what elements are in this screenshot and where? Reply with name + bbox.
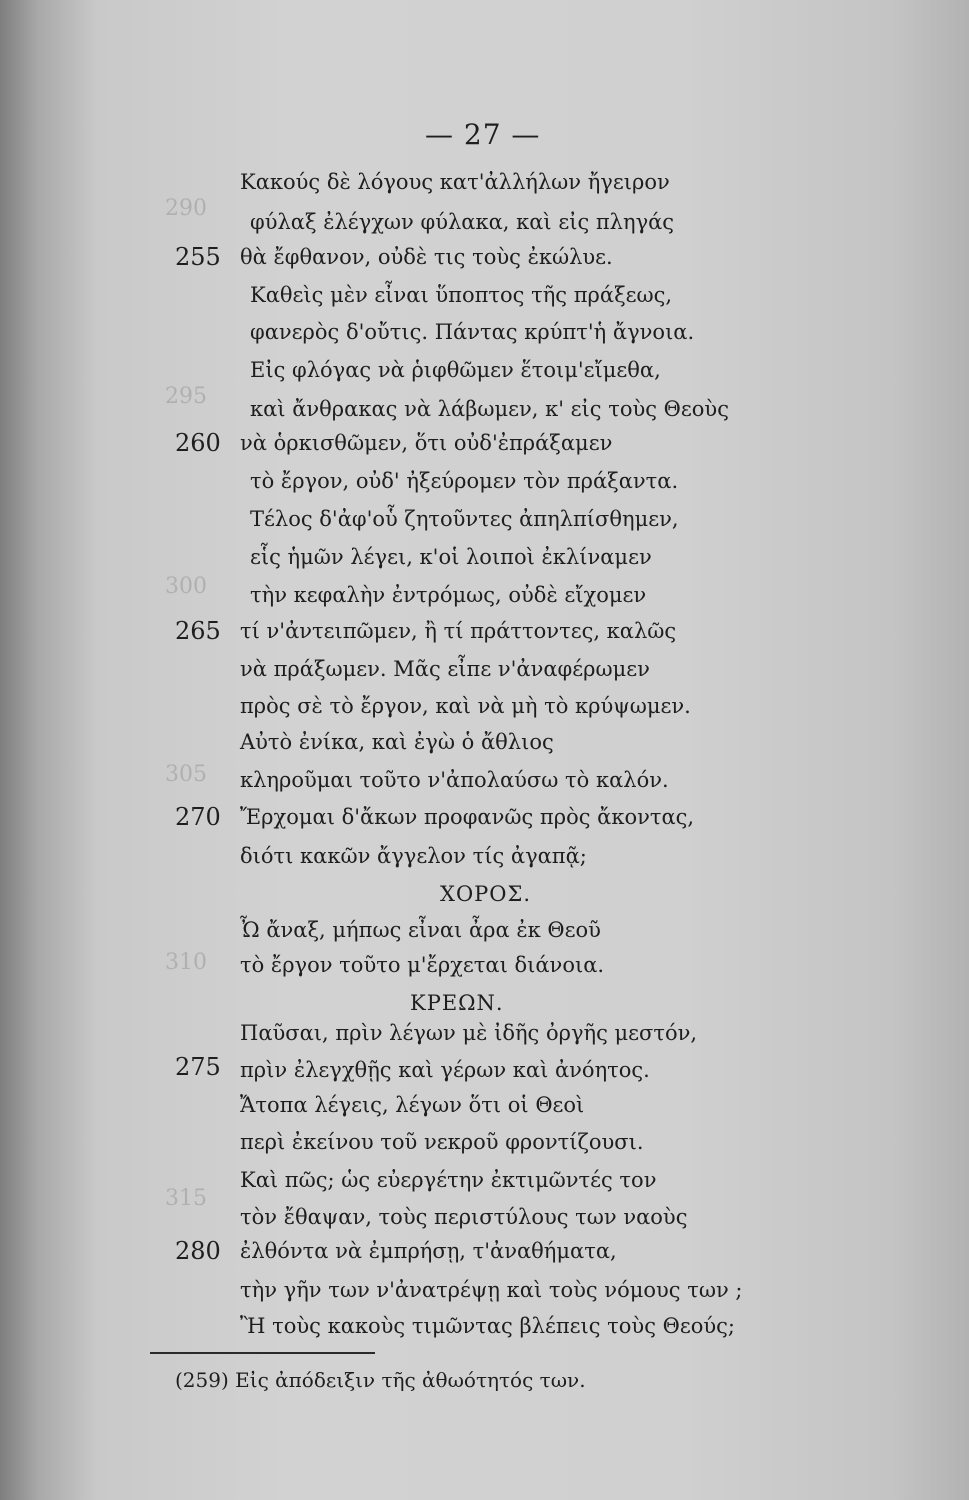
verse-line: Κακούς δὲ λόγους κατ'ἀλλήλων ἤγειρον [240, 170, 670, 194]
verse-line: νὰ πράξωμεν. Μᾶς εἶπε ν'ἀναφέρωμεν [240, 657, 650, 681]
verse-line: ἐλθόντα νὰ ἐμπρήσῃ, τ'ἀναθήματα, [240, 1239, 617, 1263]
line-number: 270 [175, 803, 221, 831]
verse-line: περὶ ἐκείνου τοῦ νεκροῦ φροντίζουσι. [240, 1130, 644, 1154]
line-number: 265 [175, 617, 221, 645]
verse-line: Καὶ πῶς; ὡς εὐεργέτην ἐκτιμῶντές τον [240, 1168, 657, 1192]
verse-line: τὴν κεφαλὴν ἐντρόμως, οὐδὲ εἴχομεν [250, 583, 647, 607]
verse-line: καὶ ἄνθρακας νὰ λάβωμεν, κ' εἰς τοὺς Θεοὺς [250, 397, 729, 421]
verse-line: Εἰς φλόγας νὰ ῥιφθῶμεν ἕτοιμ'εἴμεθα, [250, 358, 661, 382]
line-number: 275 [175, 1053, 221, 1081]
verse-line: Αὐτὸ ἐνίκα, καὶ ἐγὼ ὁ ἄθλιος [240, 730, 554, 754]
bleed-number: 295 [165, 384, 207, 409]
verse-line: Ὦ ἄναξ, μήπως εἶναι ἆρα ἐκ Θεοῦ [240, 918, 601, 942]
bleed-number: 305 [165, 762, 207, 787]
bleed-number: 300 [165, 574, 207, 599]
verse-line: Ἢ τοὺς κακοὺς τιμῶντας βλέπεις τοὺς Θεούς; [240, 1314, 735, 1338]
speaker-chorus: ΧΟΡΟΣ. [440, 882, 532, 906]
footnote-rule [150, 1352, 375, 1354]
verse-line: Παῦσαι, πρὶν λέγων μὲ ἰδῆς ὀργῆς μεστόν, [240, 1021, 698, 1045]
verse-line: τὸ ἔργον, οὐδ' ἠξεύρομεν τὸν πράξαντα. [250, 469, 679, 493]
verse-line: Τέλος δ'ἀφ'οὗ ζητοῦντες ἀπηλπίσθημεν, [250, 507, 679, 531]
verse-line: τὸ ἔργον τοῦτο μ'ἔρχεται διάνοια. [240, 953, 605, 977]
verse-line: τὸν ἔθαψαν, τοὺς περιστύλους των ναοὺς [240, 1205, 688, 1229]
verse-line: εἷς ἡμῶν λέγει, κ'οἱ λοιποὶ ἐκλίναμεν [250, 545, 652, 569]
line-number: 255 [175, 243, 221, 271]
bleed-number: 290 [165, 196, 207, 221]
line-number: 260 [175, 429, 221, 457]
verse-line: πρὶν ἐλεγχθῇς καὶ γέρων καὶ ἀνόητος. [240, 1058, 650, 1082]
verse-line: πρὸς σὲ τὸ ἔργον, καὶ νὰ μὴ τὸ κρύψωμεν. [240, 694, 691, 718]
verse-line: φανερὸς δ'οὔτις. Πάντας κρύπτ'ἡ ἄγνοια. [250, 320, 695, 344]
verse-line: διότι κακῶν ἄγγελον τίς ἀγαπᾷ; [240, 844, 587, 868]
verse-line: θὰ ἔφθανον, οὐδὲ τις τοὺς ἐκώλυε. [240, 245, 613, 269]
verse-line: νὰ ὁρκισθῶμεν, ὅτι οὐδ'ἐπράξαμεν [240, 431, 613, 455]
verse-line: τί ν'ἀντειπῶμεν, ἢ τί πράττοντες, καλῶς [240, 619, 677, 643]
page-number: — 27 — [425, 118, 541, 151]
speaker-kreon: ΚΡΕΩΝ. [410, 991, 504, 1015]
bleed-number: 315 [165, 1186, 207, 1211]
verse-line: Ἔρχομαι δ'ἄκων προφανῶς πρὸς ἄκοντας, [240, 805, 695, 829]
footnote: (259) Εἰς ἀπόδειξιν τῆς ἀθωότητός των. [175, 1368, 586, 1392]
bleed-number: 310 [165, 950, 207, 975]
verse-line: Καθεὶς μὲν εἶναι ὕποπτος τῆς πράξεως, [250, 283, 673, 307]
verse-line: τὴν γῆν των ν'ἀνατρέψῃ καὶ τοὺς νόμους των ; [240, 1278, 743, 1302]
line-number: 280 [175, 1237, 221, 1265]
verse-line: Ἄτοπα λέγεις, λέγων ὅτι οἱ Θεοὶ [240, 1093, 585, 1117]
verse-line: κληροῦμαι τοῦτο ν'ἀπολαύσω τὸ καλόν. [240, 768, 669, 792]
verse-line: φύλαξ ἐλέγχων φύλακα, καὶ εἰς πληγάς [250, 210, 675, 234]
